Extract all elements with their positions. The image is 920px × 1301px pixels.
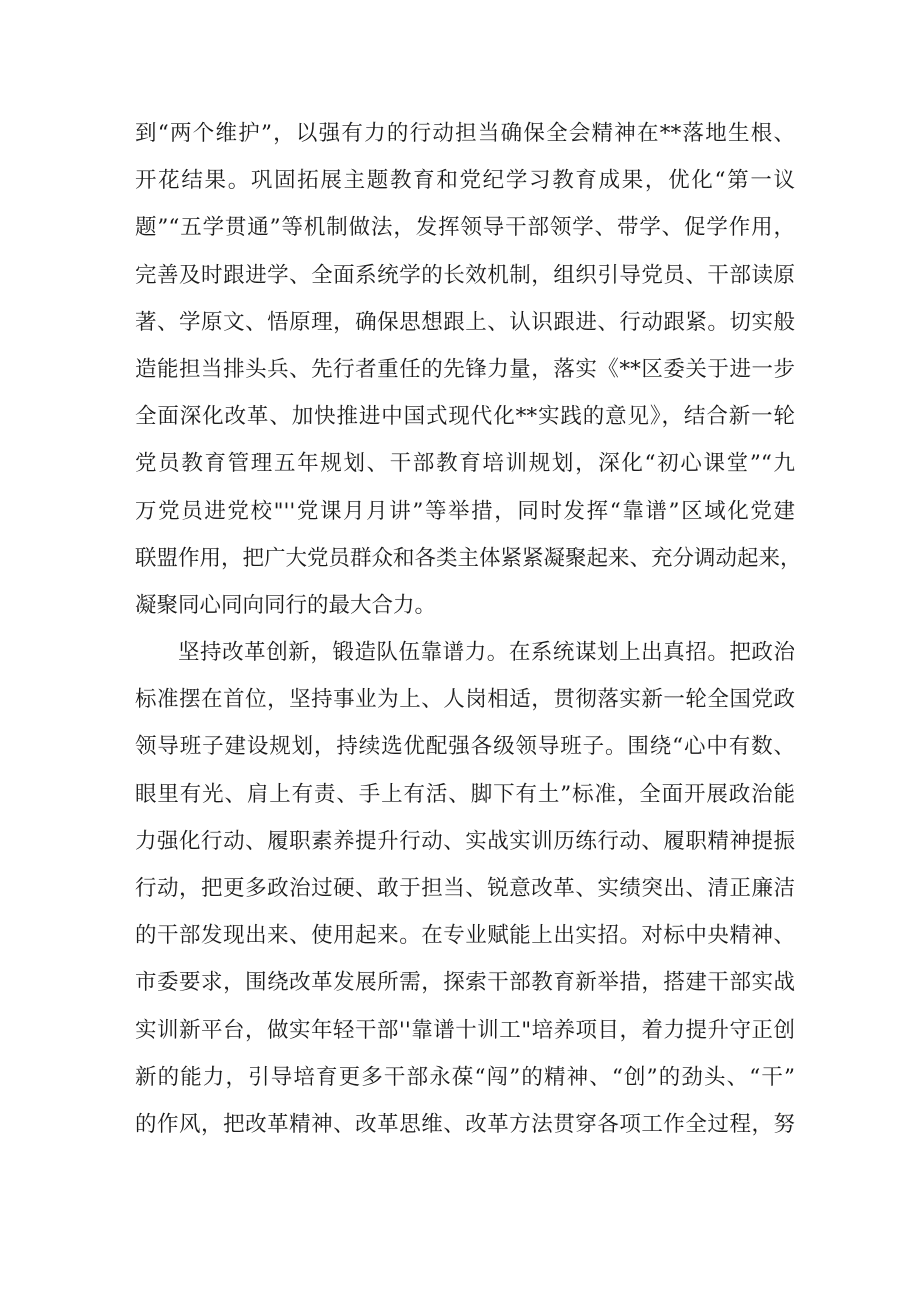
text-line: 凝聚同心同向同行的最大合力。 (135, 592, 437, 618)
text-line: 标准摆在首位，坚持事业为上、人岗相适，贯彻落实新一轮全国党政 (135, 687, 795, 713)
text-line: 的作风，把改革精神、改革思维、改革方法贯穿各项工作全过程，努 (135, 1111, 795, 1137)
paragraph-1 (135, 110, 802, 629)
text-line: 开花结果。巩固拓展主题教育和党纪学习教育成果，优化“第一议 (135, 168, 795, 194)
text-line: 万党员进党校"''党课月月讲”等举措，同时发挥“靠谱”区域化党建 (135, 498, 795, 524)
text-line: 坚持改革创新，锻造队伍靠谱力。在系统谋划上出真招。把政治 (178, 640, 795, 666)
text-line: 市委要求，围绕改革发展所需，探索干部教育新举措，搭建干部实战 (135, 970, 795, 996)
text-line: 联盟作用，把广大党员群众和各类主体紧紧凝聚起来、充分调动起来， (135, 545, 802, 571)
text-line: 领导班子建设规划，持续选优配强各级领导班子。围绕“心中有数、 (135, 734, 795, 760)
text-line: 党员教育管理五年规划、干部教育培训规划，深化“初心课堂”“九 (135, 451, 795, 477)
document-body (135, 110, 802, 1148)
text-line: 全面深化改革、加快推进中国式现代化**实践的意见》，结合新一轮 (135, 404, 795, 430)
text-line: 到“两个维护”，以强有力的行动担当确保全会精神在**落地生根、 (135, 121, 795, 146)
text-line: 实训新平台，做实年轻干部''靠谱十训工"培养项目，着力提升守正创 (135, 1017, 795, 1043)
text-line: 著、学原文、悟原理，确保思想跟上、认识跟进、行动跟紧。切实般 (135, 309, 795, 335)
text-line: 新的能力，引导培育更多干部永葆“闯”的精神、“创”的劲头、“干” (135, 1064, 795, 1090)
text-line: 行动，把更多政治过硬、敢于担当、锐意改革、实绩突出、清正廉洁 (135, 876, 795, 901)
text-line: 造能担当排头兵、先行者重任的先锋力量，落实《**区委关于进一步 (135, 356, 795, 382)
text-line: 完善及时跟进学、全面系统学的长效机制，组织引导党员、干部读原 (135, 262, 795, 288)
text-line: 力强化行动、履职素养提升行动、实战实训历练行动、履职精神提振 (135, 828, 795, 854)
text-line: 眼里有光、肩上有责、手上有活、脚下有土”标准，全面开展政治能 (135, 781, 795, 807)
paragraph-2 (135, 629, 795, 1148)
text-line: 的干部发现出来、使用起来。在专业赋能上出实招。对标中央精神、 (135, 923, 795, 949)
text-line: 题”“五学贯通”等机制做法，发挥领导干部领学、带学、促学作用， (135, 215, 795, 241)
